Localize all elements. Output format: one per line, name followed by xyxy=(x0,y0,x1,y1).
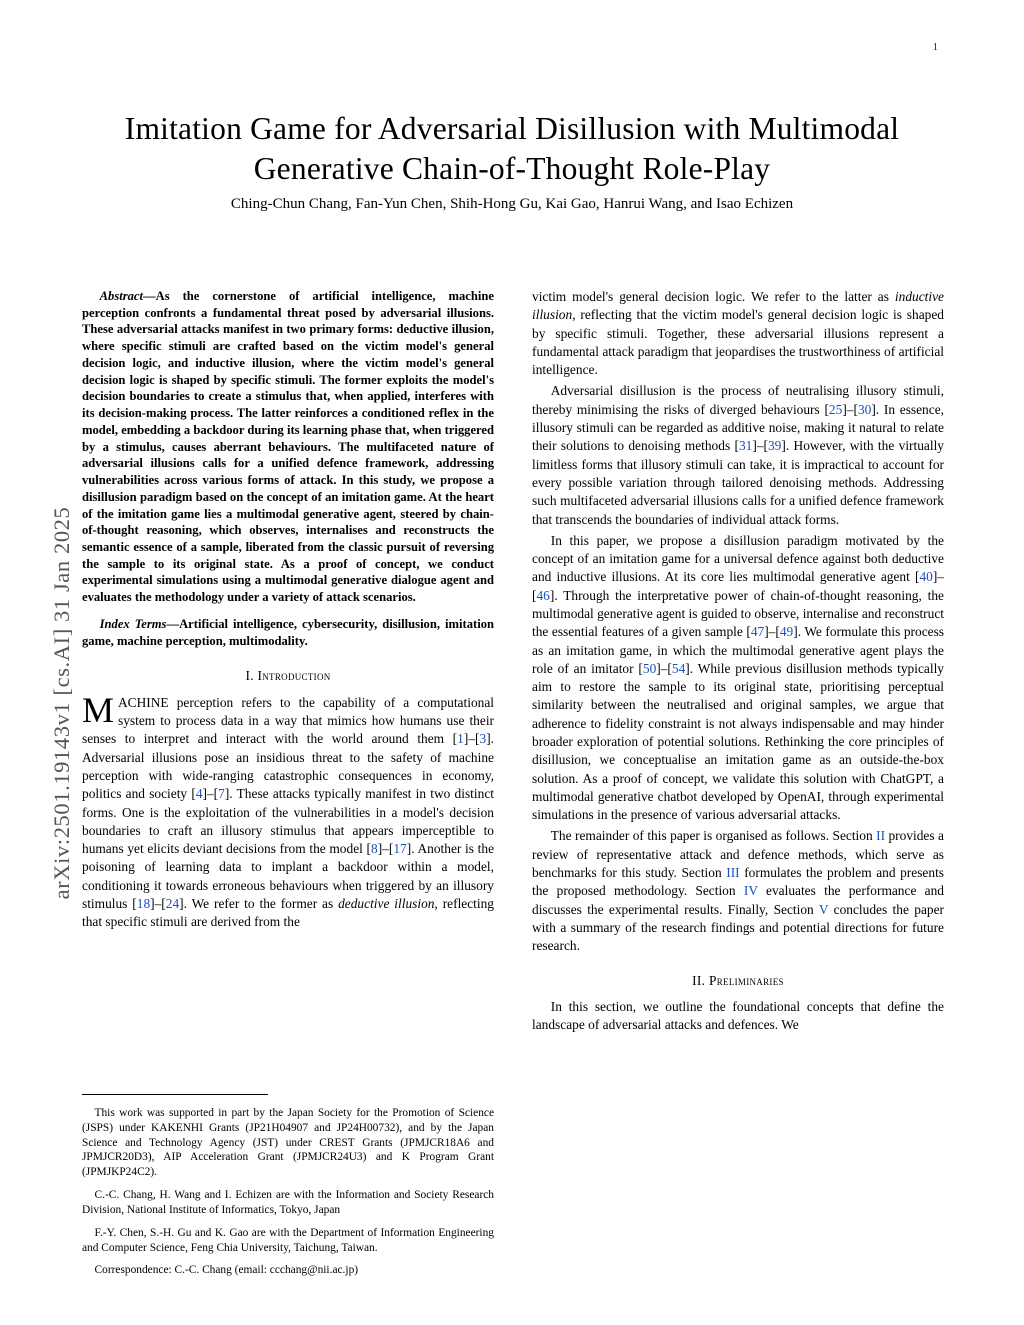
r3-text-b: ]–[ xyxy=(532,569,944,603)
r3-text-d: ]–[ xyxy=(764,624,780,640)
r4-text-d: evaluates the performance and discusses the experimental results. Finally, Section xyxy=(532,883,944,917)
abstract-dash: — xyxy=(143,289,156,303)
index-terms-text: Artificial intelligence, cybersecurity, disillusion, imitation game, machine perception, multimodality. xyxy=(82,616,495,648)
right-paragraph-4 xyxy=(532,827,944,955)
r4-text-b: provides a review of representative attack and defence methods, which serve as benchmarks for this study. Section xyxy=(532,828,944,881)
author-list: Ching-Chun Chang, Fan-Yun Chen, Shih-Hong Gu, Kai Gao, Hanrui Wang, and Isao Echizen xyxy=(230,196,794,212)
left-column xyxy=(82,288,495,1277)
citation-ref[interactable]: 46 xyxy=(536,587,550,603)
r4-text-c: formulates the problem and presents the proposed methodology. Section xyxy=(532,865,944,899)
citation-ref[interactable]: 8 xyxy=(371,841,378,857)
citation-ref[interactable]: 30 xyxy=(857,401,872,417)
index-terms-block xyxy=(82,616,494,649)
citation-ref[interactable]: 39 xyxy=(767,438,782,454)
r3-text-e: ]. We formulate this process as an imitation game, in which the multimodal generative agent plays the role of an imitator [ xyxy=(532,624,945,676)
citation-ref[interactable]: 24 xyxy=(165,895,180,911)
intro-text-a: ACHINE perception refers to the capability of a computational system to process data in a way that mimics how humans use their senses to interpret and interact with the world around them [ xyxy=(82,694,494,747)
r2-text-e: ]. However, with the virtually limitless forms that illusory stimuli can take, it is impractical to account for every possible variation through tailored denoising methods. Addressing such multifaceted adversarial illusions calls for a unified defence framework that transcends the boundaries of individual attack forms. xyxy=(532,438,944,527)
section-ref[interactable]: IV xyxy=(743,883,758,899)
index-terms-lead-label: Index Terms xyxy=(99,616,167,631)
intro-text-d: ]–[ xyxy=(202,786,219,802)
r2-text-a: Adversarial disillusion is the process of neutralising illusory stimuli, thereby minimising the risks of diverged behaviours [ xyxy=(532,383,944,417)
page-title: Imitation Game for Adversarial Disillusion with Multimodal Generative Chain-of-Thought Role-Play xyxy=(124,111,900,187)
footnote-rule xyxy=(82,1094,268,1095)
intro-paragraph-1 xyxy=(82,689,495,932)
section-heading-preliminaries: II. Preliminaries xyxy=(692,972,784,988)
drop-cap-letter: M xyxy=(82,689,115,730)
abstract-block xyxy=(82,288,494,606)
r3-text-c: ]. Through the interpretative power of chain-of-thought reasoning, the multimodal generative agent is guided to observe, internalise and reconstruct the essential features of a given sample [ xyxy=(532,587,945,640)
r3-text-g: ]. While previous disillusion methods typically aim to restore the sample to its original state, prioritising perceptual similarity between the neutralised and original samples, we argue that adherence to fidelity constraint is not always indispensable and may hinder broader exploration of potential solutions. Rethinking the core principles of disillusion, we conceptualise an imitation game as an outside-the-box solution. As a proof of concept, we validate this solution with ChatGPT, a multimodal generative chatbot developed by OpenAI, through experimental simulations in the presence of various adversarial attacks. xyxy=(532,660,944,823)
r3-text-f: ]–[ xyxy=(656,660,672,676)
r1-text-a: victim model's general decision logic. We refer to the latter as xyxy=(532,289,895,304)
r3-text-a: In this paper, we propose a disillusion paradigm motivated by the concept of an imitation game for a universal defence against both deductive and inductive illusions. At its core lies multimodal generative agent [ xyxy=(532,532,944,585)
r1-text-b: , reflecting that the victim model's general decision logic is shaped by specific stimuli. Together, these adversarial illusions represent a fundamental attack paradigm that jeopardises the trustworthiness of artificial intelligence. xyxy=(532,307,944,378)
intro-text-h: ]–[ xyxy=(150,895,166,911)
citation-ref[interactable]: 7 xyxy=(218,786,225,802)
section-heading-introduction: I. Introduction xyxy=(245,668,331,684)
right-paragraph-1 xyxy=(532,288,944,379)
r4-text-e: concludes the paper with a summary of the research findings and potential directions for future research. xyxy=(532,901,944,954)
footnote-affiliation-1: C.-C. Chang, H. Wang and I. Echizen are with the Information and Society Research Division, National Institute of Informatics, Tokyo, Japan xyxy=(82,1189,494,1216)
intro-text-j: , reflecting that specific stimuli are derived from the xyxy=(82,895,495,930)
arxiv-identifier-stamp: arXiv:2501.19143v1 [cs.AI] 31 Jan 2025 xyxy=(49,506,74,900)
citation-ref[interactable]: 18 xyxy=(136,895,151,911)
footnote-block xyxy=(82,1106,494,1286)
r2-text-c: ]. In essence, illusory stimuli can be regarded as additive noise, making it natural to relate their solutions to denoising methods [ xyxy=(532,401,944,454)
intro-text-i: ]. We refer to the former as xyxy=(179,895,339,911)
citation-ref[interactable]: 4 xyxy=(195,786,203,802)
right-paragraph-2 xyxy=(532,382,944,528)
abstract-lead-label: Abstract xyxy=(99,289,144,303)
citation-ref[interactable]: 31 xyxy=(738,438,753,454)
term-inductive-illusion: inductive illusion xyxy=(532,289,944,323)
intro-text-f: ]–[ xyxy=(377,841,394,857)
citation-ref[interactable]: 47 xyxy=(750,624,765,640)
term-deductive-illusion: deductive illusion xyxy=(338,895,435,911)
citation-ref[interactable]: 49 xyxy=(779,624,794,640)
intro-text-b: ]–[ xyxy=(463,731,480,747)
right-paragraph-3 xyxy=(532,532,944,825)
citation-ref[interactable]: 3 xyxy=(479,731,487,747)
intro-text-g: ]. Another is the poisoning of learning data to implant a backdoor within a model, conditioning it towards erroneous behaviours when triggered by an illusory stimulus [ xyxy=(82,841,495,911)
r2-text-d: ]–[ xyxy=(752,438,768,454)
section-ref[interactable]: III xyxy=(726,865,740,881)
right-column xyxy=(532,288,944,1037)
citation-ref[interactable]: 17 xyxy=(393,841,407,857)
abstract-text: As the cornerstone of artificial intelligence, machine perception confronts a fundamental threat posed by adversarial illusions. These adversarial attacks manifest in two primary forms: deductive illusion, where specific stimuli are crafted based on the victim model's general decision logic, and inductive illusion, where the victim model's general decision logic is shaped by specific stimuli. The former exploits the model's decision boundaries to create a stimulus that, when applied, interferes with its decision-making process. The latter reinforces a conditioned reflex in the model, embedding a backdoor during its learning phase that, when triggered by a stimulus, causes aberrant behaviours. The multifaceted nature of adversarial illusions calls for a unified defence framework, addressing vulnerabilities across various forms of attack. In this study, we propose a disillusion paradigm based on the concept of an imitation game. At the heart of the imitation game lies a multimodal generative agent, steered by chain-of-thought reasoning, which observes, internalises and reconstructs the semantic essence of a sample, liberated from the classic pursuit of reversing the sample to its original state. As a proof of concept, we conduct experimental simulations using a multimodal generative dialogue agent and evaluates the methodology under a variety of attack scenarios. xyxy=(82,289,494,605)
index-terms-dash: — xyxy=(166,616,180,631)
section-ref[interactable]: V xyxy=(818,901,829,917)
r4-text-a: The remainder of this paper is organised as follows. Section xyxy=(550,828,877,844)
citation-ref[interactable]: 54 xyxy=(671,660,686,676)
section-ref[interactable]: II xyxy=(876,828,886,844)
footnote-affiliation-2: F.-Y. Chen, S.-H. Gu and K. Gao are with the Department of Information Engineering and Computer Science, Feng Chia University, Taichung, Taiwan. xyxy=(82,1226,494,1254)
footnote-funding: This work was supported in part by the Japan Society for the Promotion of Science (JSPS) under KAKENHI Grants (JP21H04907 and JP24H00732), and by the Japan Science and Technology Agency (JST) under CREST Grants (JPMJCR18A6 and JPMJCR20D3), AIP Acceleration Grant (JPMJCR24U3) and K Program Grant (JPMJKP24C2). xyxy=(82,1107,494,1179)
intro-text-e: ]. These attacks typically manifest in two distinct forms. One is the exploitation of the vulnerabilities in a model's decision boundaries to craft an illusory stimulus that appears imperceptible to humans yet elicits deviant decisions from the model [ xyxy=(82,786,494,857)
r2-text-b: ]–[ xyxy=(842,401,858,417)
intro-text-c: ]. Adversarial illusions pose an insidious threat to the safety of machine perception with wide-ranging catastrophic consequences in economy, politics and society [ xyxy=(82,731,494,802)
citation-ref[interactable]: 1 xyxy=(457,731,464,747)
citation-ref[interactable]: 25 xyxy=(828,401,843,417)
citation-ref[interactable]: 50 xyxy=(642,660,657,676)
two-column-body xyxy=(82,288,944,1278)
page-number: 1 xyxy=(932,42,938,53)
footnote-correspondence: Correspondence: C.-C. Chang (email: ccchang@nii.ac.jp) xyxy=(94,1264,359,1277)
citation-ref[interactable]: 40 xyxy=(919,569,933,585)
right-paragraph-5: In this section, we outline the foundational concepts that define the landscape of adversarial attacks and defences. We xyxy=(532,998,944,1033)
